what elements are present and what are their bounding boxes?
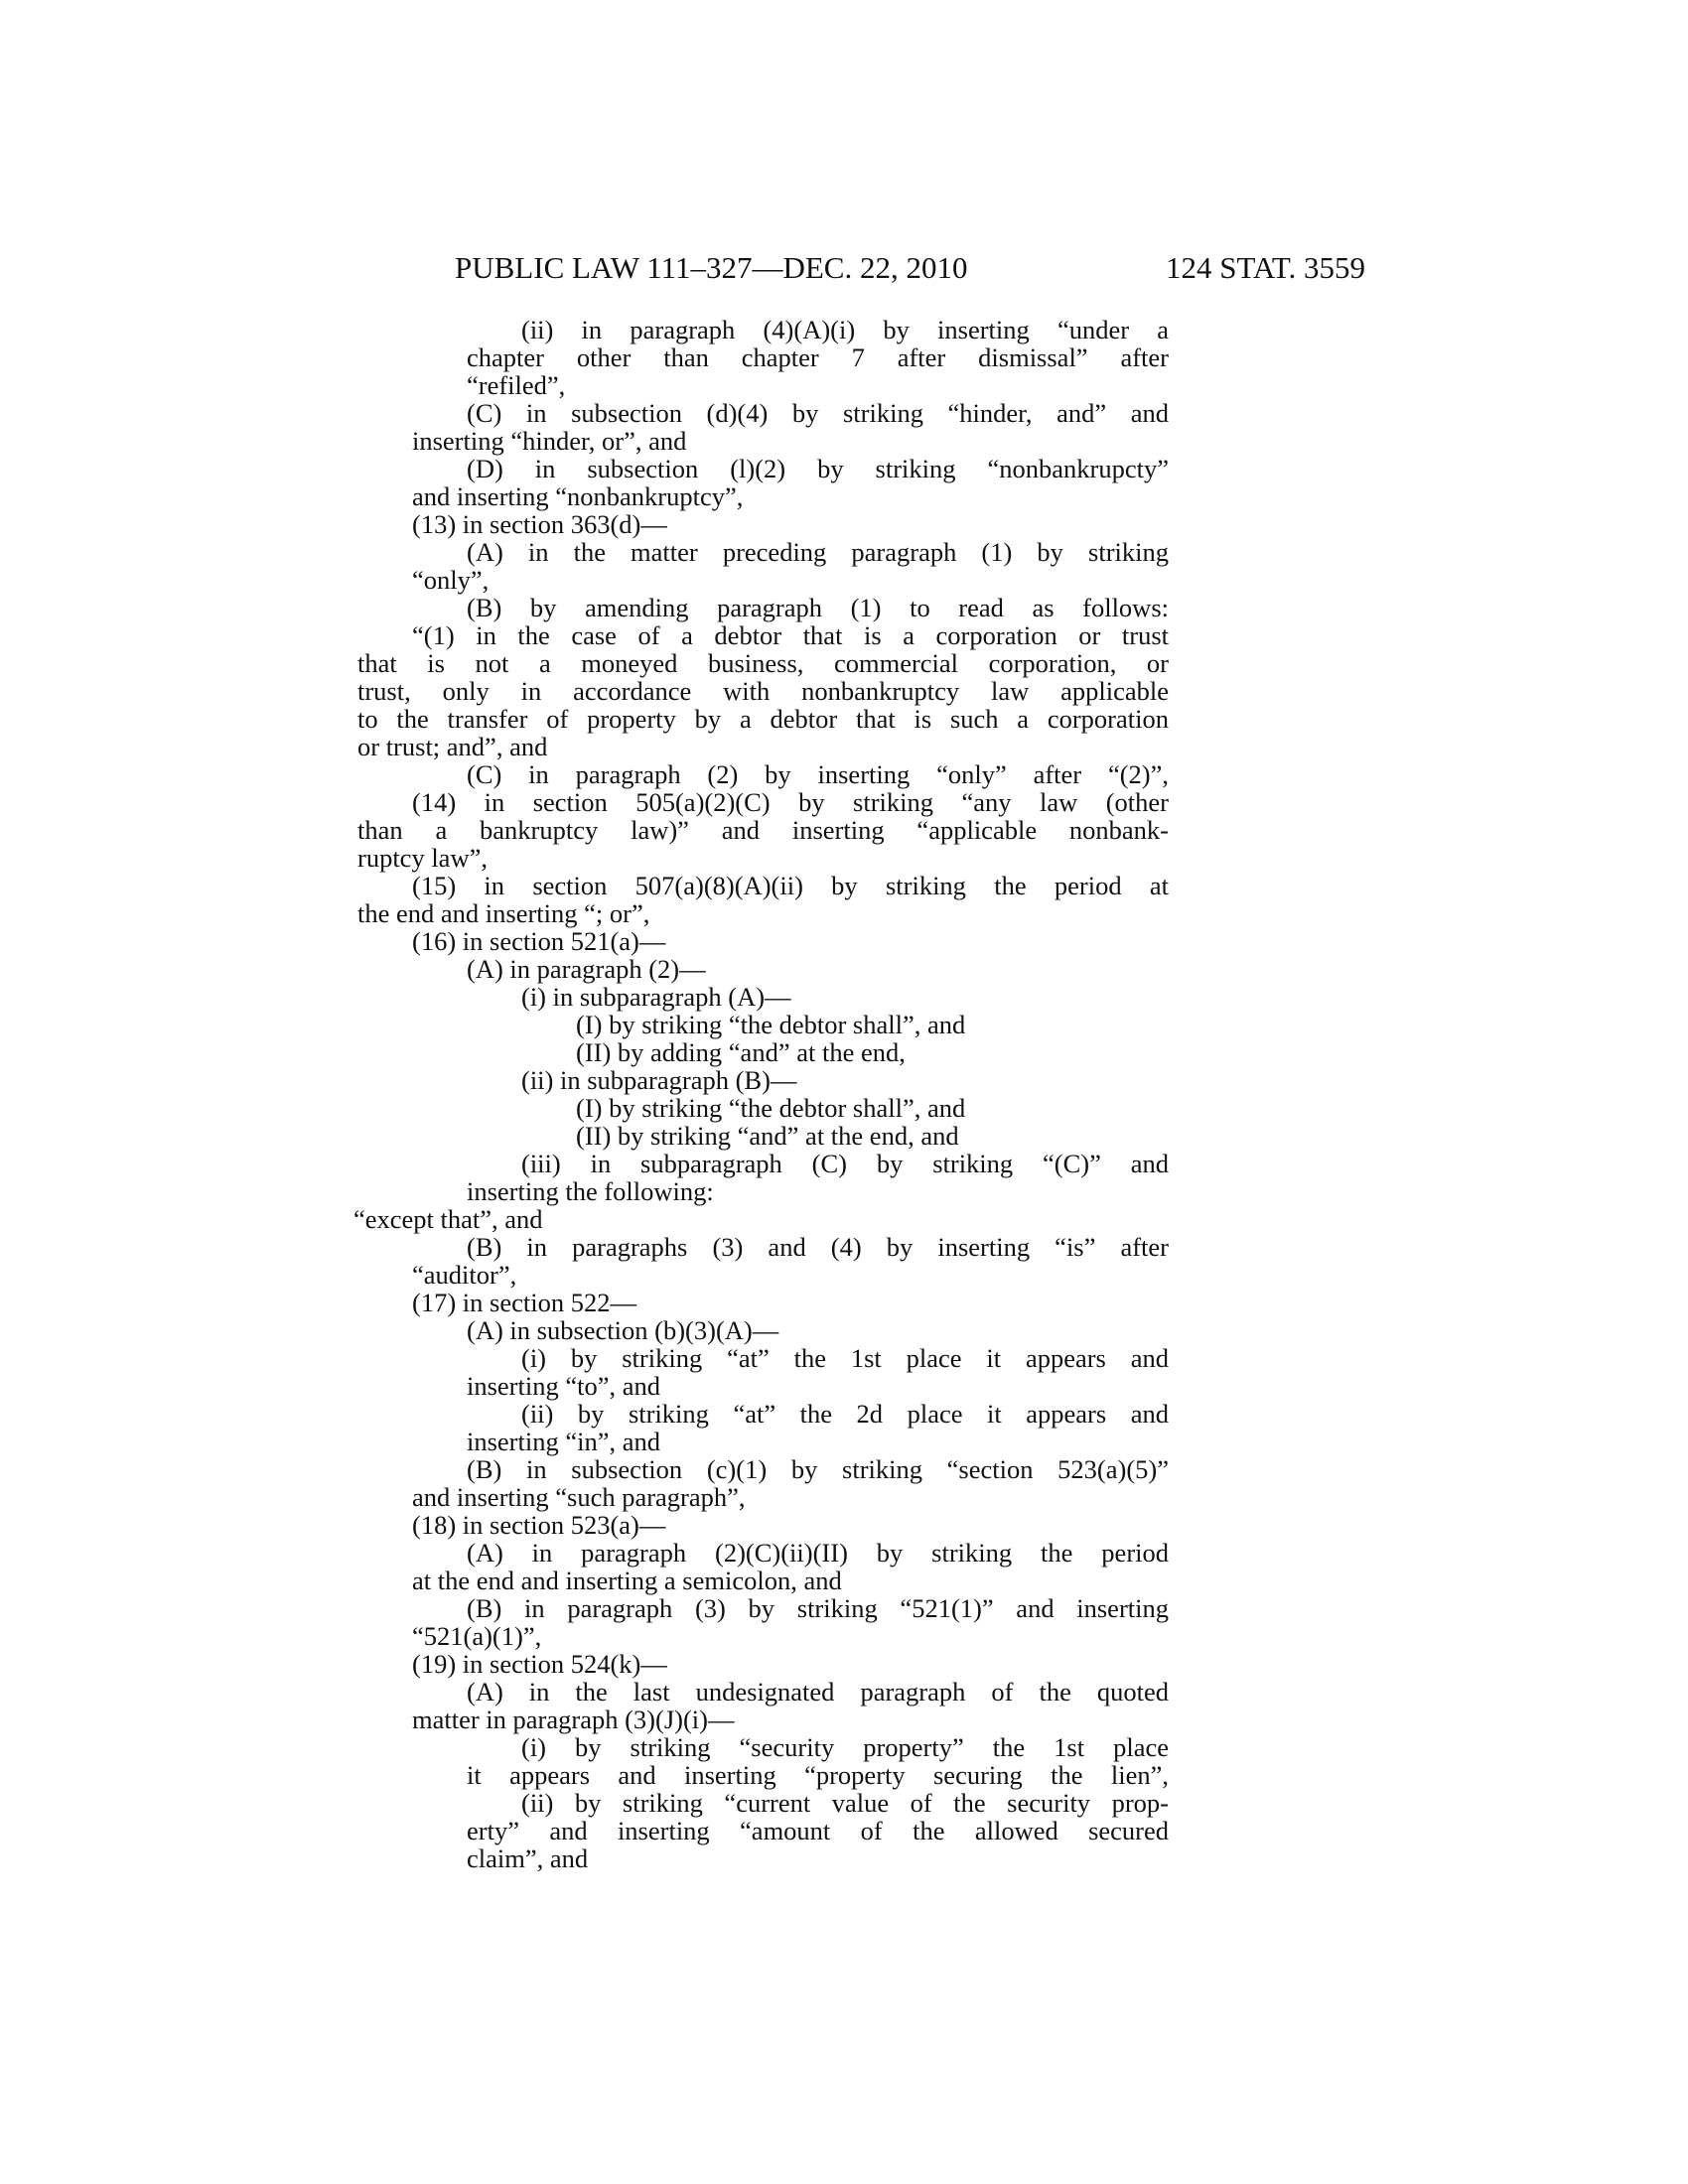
- text-line: erty” and inserting “amount of the allowed secured: [467, 1816, 1169, 1845]
- text-line: (I) by striking “the debtor shall”, and: [576, 1010, 966, 1039]
- text-line: (A) in the matter preceding paragraph (1) by striking: [467, 537, 1169, 567]
- text-line: trust, only in accordance with nonbankruptcy law applicable: [357, 676, 1169, 706]
- text-line: (C) in paragraph (2) by inserting “only” after “(2)”,: [467, 759, 1169, 789]
- text-line: claim”, and: [467, 1843, 589, 1873]
- text-line: and inserting “such paragraph”,: [412, 1482, 746, 1512]
- text-line: (B) in paragraph (3) by striking “521(1)” and inserting: [467, 1593, 1169, 1623]
- text-line: “only”,: [412, 565, 490, 595]
- text-line: (17) in section 522—: [412, 1288, 636, 1317]
- text-line: to the transfer of property by a debtor that is such a corporation: [357, 704, 1169, 734]
- text-line: (B) by amending paragraph (1) to read as follows:: [467, 593, 1169, 622]
- text-line: (A) in paragraph (2)(C)(ii)(II) by striking the period: [467, 1538, 1169, 1568]
- text-line: that is not a moneyed business, commercial corporation, or: [357, 648, 1169, 678]
- text-line: (II) by striking “and” at the end, and: [576, 1121, 959, 1151]
- document-body: [353, 315, 1169, 1873]
- text-line: “refiled”,: [467, 370, 566, 400]
- text-line: than a bankruptcy law)” and inserting “applicable nonbank-: [357, 815, 1169, 845]
- text-line: (A) in subsection (b)(3)(A)—: [467, 1315, 779, 1345]
- text-line: (13) in section 363(d)—: [412, 509, 667, 539]
- text-line: (15) in section 507(a)(8)(A)(ii) by striking the period at: [412, 871, 1169, 900]
- text-line: and inserting “nonbankruptcy”,: [412, 481, 744, 511]
- text-line: (A) in paragraph (2)—: [467, 954, 706, 984]
- text-line: (16) in section 521(a)—: [412, 926, 666, 956]
- text-line: inserting the following:: [467, 1176, 714, 1206]
- text-line: (B) in paragraphs (3) and (4) by inserting “is” after: [467, 1232, 1169, 1262]
- text-line: “(1) in the case of a debtor that is a corporation or trust: [412, 620, 1169, 650]
- text-line: “521(a)(1)”,: [412, 1621, 542, 1651]
- text-line: (ii) by striking “at” the 2d place it appears and: [521, 1399, 1169, 1429]
- text-line: (i) by striking “security property” the 1st place: [521, 1732, 1169, 1762]
- running-title: PUBLIC LAW 111–327—DEC. 22, 2010: [455, 250, 968, 285]
- statute-page-number: 124 STAT. 3559: [1165, 250, 1365, 285]
- text-line: (ii) in subparagraph (B)—: [521, 1065, 797, 1095]
- text-line: at the end and inserting a semicolon, and: [412, 1566, 842, 1595]
- text-line: inserting “in”, and: [467, 1427, 661, 1456]
- text-line: chapter other than chapter 7 after dismissal” after: [467, 342, 1169, 372]
- text-line: (I) by striking “the debtor shall”, and: [576, 1093, 966, 1123]
- text-line: or trust; and”, and: [357, 732, 548, 761]
- text-line: inserting “to”, and: [467, 1371, 661, 1401]
- text-line: matter in paragraph (3)(J)(i)—: [412, 1705, 735, 1734]
- text-line: the end and inserting “; or”,: [357, 898, 650, 928]
- text-line: (18) in section 523(a)—: [412, 1510, 666, 1540]
- text-line: (iii) in subparagraph (C) by striking “(C)” and: [521, 1149, 1169, 1178]
- text-line: “except that”, and: [353, 1204, 543, 1234]
- text-line: “auditor”,: [412, 1260, 517, 1290]
- text-line: (B) in subsection (c)(1) by striking “section 523(a)(5)”: [467, 1454, 1169, 1484]
- text-line: (i) by striking “at” the 1st place it appears and: [521, 1343, 1169, 1373]
- text-line: it appears and inserting “property securing the lien”,: [467, 1760, 1169, 1790]
- text-line: (i) in subparagraph (A)—: [521, 982, 791, 1012]
- text-line: (19) in section 524(k)—: [412, 1649, 667, 1679]
- text-line: (D) in subsection (l)(2) by striking “nonbankrupcty”: [467, 454, 1169, 483]
- text-line: (C) in subsection (d)(4) by striking “hinder, and” and: [467, 398, 1169, 428]
- text-line: (A) in the last undesignated paragraph of the quoted: [467, 1677, 1169, 1706]
- text-line: (II) by adding “and” at the end,: [576, 1037, 906, 1067]
- text-line: inserting “hinder, or”, and: [412, 426, 687, 456]
- text-line: ruptcy law”,: [357, 843, 488, 873]
- text-line: (ii) by striking “current value of the security prop-: [521, 1788, 1169, 1818]
- text-line: (ii) in paragraph (4)(A)(i) by inserting “under a: [521, 315, 1169, 344]
- text-line: (14) in section 505(a)(2)(C) by striking “any law (other: [412, 787, 1169, 817]
- page-header: [455, 248, 1365, 288]
